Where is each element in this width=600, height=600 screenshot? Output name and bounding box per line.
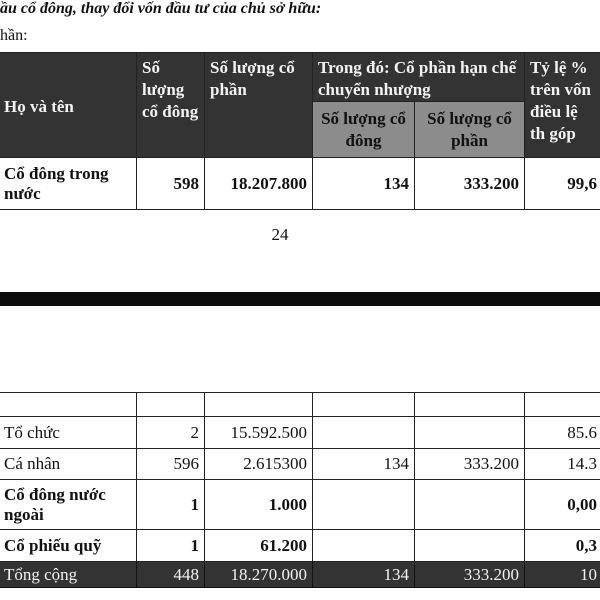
table-row — [0, 417, 600, 449]
row-restricted-shareholders — [313, 417, 415, 449]
row-ratio: 10 — [525, 562, 600, 588]
table-row — [0, 449, 600, 480]
row-name: Tổng cộng — [0, 562, 137, 588]
row-restricted-shares — [415, 480, 525, 530]
section-subheading: hần: — [0, 27, 28, 44]
row-shares: 15.592.500 — [205, 417, 313, 449]
row-shares: 61.200 — [205, 530, 313, 562]
row-name: Cá nhân — [0, 449, 137, 480]
row-shares: 18.270.000 — [205, 562, 313, 588]
row-shares: 1.000 — [205, 480, 313, 530]
header-restricted-shares: Số lượng cổ phần — [415, 102, 525, 158]
row-shareholders: 598 — [137, 158, 205, 210]
header-ratio: Tỷ lệ % trên vốn điều lệ th góp — [525, 53, 600, 158]
row-shares: 18.207.800 — [205, 158, 313, 210]
row-name: Cổ đông trong nước — [0, 158, 137, 210]
row-restricted-shareholders: 134 — [313, 449, 415, 480]
row-shareholders: 448 — [137, 562, 205, 588]
header-restricted-group: Trong đó: Cổ phần hạn chế chuyển nhượng — [313, 53, 525, 102]
table-row — [0, 158, 600, 210]
row-restricted-shares: 333.200 — [415, 158, 525, 210]
row-shareholders: 1 — [137, 480, 205, 530]
row-restricted-shares — [415, 393, 525, 417]
page-divider — [0, 292, 600, 306]
table-row — [0, 530, 600, 562]
row-shareholders: 1 — [137, 530, 205, 562]
row-ratio: 14.3 — [525, 449, 600, 480]
table-row — [0, 480, 600, 530]
row-restricted-shareholders: 134 — [313, 158, 415, 210]
row-shareholders: 2 — [137, 417, 205, 449]
row-shares — [205, 393, 313, 417]
row-restricted-shares — [415, 417, 525, 449]
row-shareholders — [137, 393, 205, 417]
row-restricted-shareholders: 134 — [313, 562, 415, 588]
row-restricted-shares — [415, 530, 525, 562]
row-restricted-shareholders — [313, 393, 415, 417]
row-ratio — [525, 393, 600, 417]
shareholder-table-bottom — [0, 392, 600, 588]
row-restricted-shareholders — [313, 480, 415, 530]
page-number: 24 — [271, 225, 289, 244]
row-restricted-shareholders — [313, 530, 415, 562]
header-shareholder-count: Số lượng cổ đông — [137, 53, 205, 158]
shareholder-table-top — [0, 52, 600, 210]
table-row — [0, 393, 600, 417]
row-ratio: 0,00 — [525, 480, 600, 530]
row-shares: 2.615300 — [205, 449, 313, 480]
row-ratio: 85.6 — [525, 417, 600, 449]
row-restricted-shares: 333.200 — [415, 562, 525, 588]
header-name: Họ và tên — [0, 53, 137, 158]
row-ratio: 99,6 — [525, 158, 600, 210]
section-heading: ầu cổ đông, thay đổi vốn đầu tư của chủ sở hữu: — [0, 0, 322, 17]
row-name — [0, 393, 137, 417]
row-name: Cổ phiếu quỹ — [0, 530, 137, 562]
header-restricted-shareholders: Số lượng cổ đông — [313, 102, 415, 158]
row-restricted-shares: 333.200 — [415, 449, 525, 480]
header-share-count: Số lượng cổ phần — [205, 53, 313, 158]
row-name: Cổ đông nước ngoài — [0, 480, 137, 530]
table-row-total — [0, 562, 600, 588]
row-name: Tổ chức — [0, 417, 137, 449]
row-ratio: 0,3 — [525, 530, 600, 562]
row-shareholders: 596 — [137, 449, 205, 480]
